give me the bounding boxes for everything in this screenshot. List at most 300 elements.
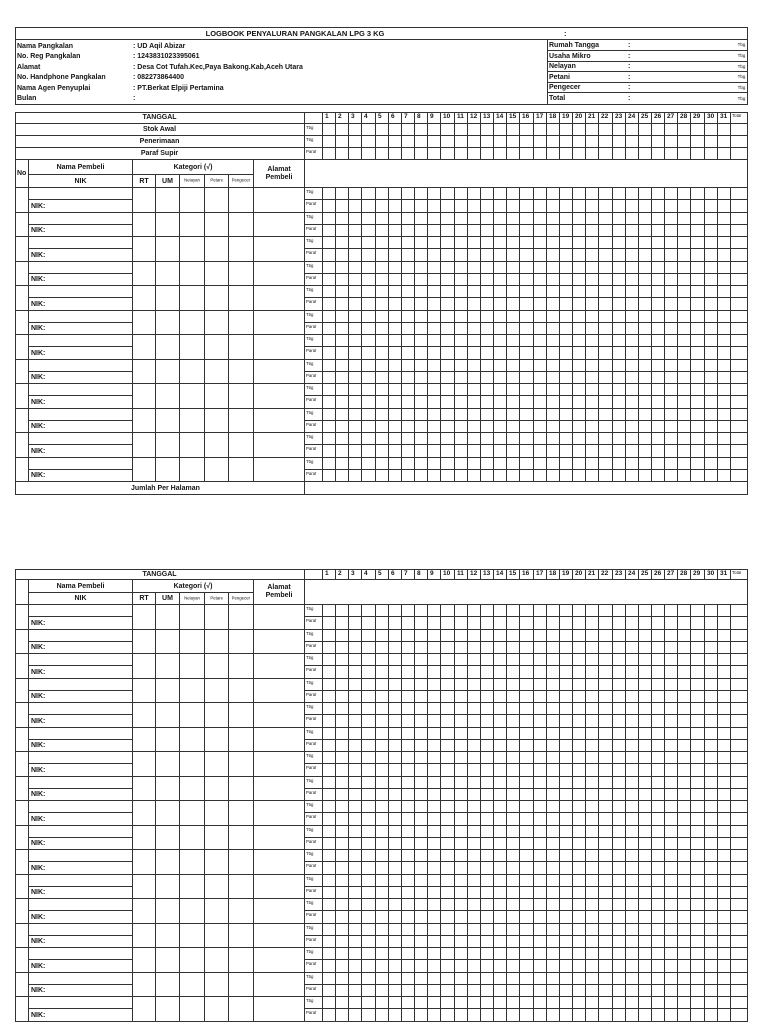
daily-qty-cell — [468, 262, 481, 274]
daily-paraf-cell — [362, 421, 376, 433]
daily-paraf-cell — [336, 372, 349, 384]
daily-qty-cell — [402, 973, 415, 985]
daily-qty-cell — [560, 777, 573, 789]
daily-paraf-cell — [520, 764, 534, 777]
daily-qty-cell — [613, 213, 626, 225]
daily-paraf-cell — [639, 838, 652, 850]
daily-qty-cell — [560, 679, 573, 691]
daily-paraf-cell — [639, 911, 652, 924]
category-um-header — [156, 175, 180, 188]
category-check-cell — [180, 899, 205, 924]
daily-paraf-cell — [349, 838, 362, 850]
category-check-cell — [156, 213, 180, 237]
daily-paraf-cell — [336, 715, 349, 728]
daily-paraf-cell — [626, 691, 639, 703]
daily-paraf-cell — [691, 249, 705, 262]
nik-header-label: NIK — [74, 177, 87, 185]
daily-qty-cell — [323, 605, 336, 617]
daily-paraf-cell — [455, 691, 468, 703]
nik-label: NIK: — [31, 202, 46, 210]
daily-paraf-cell — [428, 200, 441, 213]
daily-paraf-cell — [349, 298, 362, 311]
day-header-cell — [665, 112, 678, 124]
row-total-cell — [731, 838, 748, 850]
daily-paraf-cell — [652, 960, 665, 973]
unit-paraf-label: Paraf — [306, 619, 317, 624]
daily-qty-cell — [547, 752, 560, 764]
daily-qty-cell — [665, 924, 678, 936]
daily-qty-cell — [639, 360, 652, 372]
daily-qty-cell — [507, 360, 520, 372]
buyer-address-cell — [254, 384, 305, 409]
stock-day-cell — [415, 136, 428, 148]
daily-qty-cell — [441, 630, 455, 642]
daily-qty-cell — [349, 433, 362, 445]
daily-paraf-cell — [691, 715, 705, 728]
daily-qty-cell — [599, 188, 613, 200]
stock-day-cell — [718, 136, 731, 148]
day-header-cell — [323, 112, 336, 124]
daily-qty-cell — [455, 654, 468, 666]
daily-qty-cell — [613, 973, 626, 985]
daily-qty-cell — [534, 850, 547, 862]
daily-paraf-cell — [362, 911, 376, 924]
daily-paraf-cell — [718, 347, 731, 360]
daily-paraf-cell — [665, 225, 678, 237]
row-total-cell — [731, 973, 748, 985]
daily-qty-cell — [586, 213, 599, 225]
nik-label: NIK: — [31, 889, 46, 896]
daily-paraf-cell — [402, 740, 415, 752]
daily-qty-cell — [705, 262, 718, 274]
day-header-cell — [415, 569, 428, 580]
daily-paraf-cell — [534, 617, 547, 630]
daily-paraf-cell — [573, 740, 586, 752]
unit-label-cell — [305, 421, 323, 433]
category-check-cell — [133, 188, 156, 213]
daily-paraf-cell — [560, 813, 573, 826]
daily-qty-cell — [534, 409, 547, 421]
daily-qty-cell — [468, 409, 481, 421]
stock-day-cell — [586, 136, 599, 148]
daily-qty-cell — [323, 973, 336, 985]
category-check-cell — [133, 213, 156, 237]
daily-qty-cell — [362, 973, 376, 985]
row-total-cell — [731, 899, 748, 911]
category-check-cell — [229, 433, 254, 458]
daily-paraf-cell — [441, 445, 455, 458]
daily-qty-cell — [718, 826, 731, 838]
daily-paraf-cell — [613, 298, 626, 311]
daily-paraf-cell — [336, 225, 349, 237]
stock-day-cell — [376, 124, 389, 136]
daily-qty-cell — [376, 924, 389, 936]
buyer-nik-cell — [29, 838, 133, 850]
daily-qty-cell — [507, 728, 520, 740]
daily-paraf-cell — [323, 225, 336, 237]
daily-qty-cell — [705, 997, 718, 1009]
daily-paraf-cell — [376, 323, 389, 335]
daily-qty-cell — [349, 384, 362, 396]
daily-qty-cell — [652, 997, 665, 1009]
daily-qty-cell — [639, 973, 652, 985]
category-check-cell — [156, 826, 180, 850]
nik-label: NIK: — [31, 840, 46, 847]
unit-label-cell — [305, 237, 323, 249]
stock-day-cell — [665, 136, 678, 148]
daily-qty-cell — [705, 384, 718, 396]
nik-label: NIK: — [31, 251, 46, 259]
day-header-cell — [678, 569, 691, 580]
daily-qty-cell — [323, 752, 336, 764]
day-number: 1 — [325, 569, 329, 577]
daily-paraf-cell — [481, 887, 494, 899]
kategori-label: Kategori (√) — [173, 582, 213, 590]
info-value: : 082273864400 — [133, 74, 184, 81]
daily-qty-cell — [362, 850, 376, 862]
row-total-cell — [731, 691, 748, 703]
daily-paraf-cell — [665, 764, 678, 777]
unit-label-cell — [305, 850, 323, 862]
daily-paraf-cell — [441, 421, 455, 433]
daily-qty-cell — [665, 213, 678, 225]
daily-qty-cell — [520, 384, 534, 396]
stock-day-cell — [573, 136, 586, 148]
daily-paraf-cell — [455, 274, 468, 286]
unit-tbg-label: Tbg — [306, 362, 314, 367]
daily-qty-cell — [586, 384, 599, 396]
daily-qty-cell — [481, 409, 494, 421]
daily-paraf-cell — [678, 249, 691, 262]
unit-paraf-label: Paraf — [306, 938, 317, 943]
daily-paraf-cell — [560, 960, 573, 973]
daily-qty-cell — [323, 679, 336, 691]
day-header-cell — [507, 569, 520, 580]
daily-paraf-cell — [573, 274, 586, 286]
nik-label: NIK: — [31, 300, 46, 308]
daily-paraf-cell — [441, 887, 455, 899]
daily-qty-cell — [494, 360, 507, 372]
daily-paraf-cell — [560, 740, 573, 752]
daily-qty-cell — [705, 458, 718, 470]
daily-qty-cell — [586, 654, 599, 666]
daily-qty-cell — [507, 752, 520, 764]
daily-qty-cell — [599, 924, 613, 936]
info-row-alamat — [17, 62, 542, 72]
daily-paraf-cell — [507, 740, 520, 752]
daily-paraf-cell — [507, 960, 520, 973]
buyer-name-cell — [29, 679, 133, 691]
daily-paraf-cell — [402, 225, 415, 237]
category-check-cell — [156, 948, 180, 973]
daily-qty-cell — [520, 237, 534, 249]
row-total-cell — [731, 470, 748, 482]
daily-qty-cell — [376, 777, 389, 789]
daily-paraf-cell — [705, 838, 718, 850]
daily-paraf-cell — [520, 200, 534, 213]
daily-qty-cell — [389, 630, 402, 642]
day-number: 13 — [483, 113, 491, 121]
daily-paraf-cell — [402, 862, 415, 875]
daily-qty-cell — [362, 654, 376, 666]
daily-qty-cell — [573, 335, 586, 347]
daily-paraf-cell — [323, 274, 336, 286]
category-check-cell — [205, 826, 229, 850]
daily-qty-cell — [468, 924, 481, 936]
daily-paraf-cell — [507, 274, 520, 286]
daily-qty-cell — [613, 630, 626, 642]
daily-qty-cell — [349, 801, 362, 813]
row-total-cell — [731, 924, 748, 936]
category-check-cell — [133, 360, 156, 384]
day-number: 25 — [641, 113, 649, 121]
daily-qty-cell — [415, 409, 428, 421]
daily-paraf-cell — [599, 347, 613, 360]
buyer-address-cell — [254, 654, 305, 679]
daily-qty-cell — [599, 360, 613, 372]
stock-day-cell — [691, 136, 705, 148]
daily-paraf-cell — [613, 200, 626, 213]
daily-paraf-cell — [415, 838, 428, 850]
category-check-cell — [229, 654, 254, 679]
buyer-address-cell — [254, 458, 305, 482]
daily-qty-cell — [573, 213, 586, 225]
daily-qty-cell — [441, 801, 455, 813]
daily-paraf-cell — [481, 764, 494, 777]
daily-qty-cell — [402, 826, 415, 838]
daily-paraf-cell — [468, 1009, 481, 1022]
daily-qty-cell — [376, 335, 389, 347]
daily-qty-cell — [691, 286, 705, 298]
category-check-cell — [205, 948, 229, 973]
daily-paraf-cell — [428, 740, 441, 752]
daily-qty-cell — [586, 433, 599, 445]
daily-qty-cell — [323, 311, 336, 323]
daily-qty-cell — [718, 237, 731, 249]
daily-paraf-cell — [520, 862, 534, 875]
daily-qty-cell — [481, 899, 494, 911]
unit-paraf-label: Paraf — [306, 742, 317, 747]
stock-day-cell — [481, 136, 494, 148]
unit-label-cell — [305, 654, 323, 666]
daily-paraf-cell — [718, 715, 731, 728]
daily-paraf-cell — [573, 691, 586, 703]
daily-paraf-cell — [547, 225, 560, 237]
daily-qty-cell — [547, 728, 560, 740]
daily-paraf-cell — [455, 960, 468, 973]
daily-qty-cell — [626, 801, 639, 813]
row-total-cell — [731, 298, 748, 311]
buyer-address-cell — [254, 605, 305, 630]
daily-qty-cell — [376, 801, 389, 813]
daily-qty-cell — [415, 899, 428, 911]
daily-qty-cell — [639, 237, 652, 249]
daily-qty-cell — [718, 875, 731, 887]
category-label: Pengecer — [231, 178, 251, 184]
daily-qty-cell — [362, 703, 376, 715]
daily-paraf-cell — [428, 323, 441, 335]
category-check-cell — [205, 630, 229, 654]
daily-paraf-cell — [560, 200, 573, 213]
category-check-cell — [205, 973, 229, 997]
daily-paraf-cell — [613, 666, 626, 679]
daily-paraf-cell — [481, 347, 494, 360]
daily-paraf-cell — [613, 249, 626, 262]
daily-paraf-cell — [415, 200, 428, 213]
daily-paraf-cell — [441, 470, 455, 482]
daily-qty-cell — [468, 335, 481, 347]
daily-paraf-cell — [362, 396, 376, 409]
daily-paraf-cell — [362, 838, 376, 850]
category-check-cell — [229, 973, 254, 997]
daily-paraf-cell — [652, 470, 665, 482]
category-check-cell — [133, 826, 156, 850]
daily-paraf-cell — [494, 764, 507, 777]
daily-paraf-cell — [560, 936, 573, 948]
row-no-cell — [15, 335, 29, 360]
daily-qty-cell — [665, 630, 678, 642]
daily-qty-cell — [705, 188, 718, 200]
daily-paraf-cell — [481, 445, 494, 458]
daily-paraf-cell — [626, 936, 639, 948]
daily-qty-cell — [362, 360, 376, 372]
daily-paraf-cell — [599, 764, 613, 777]
daily-paraf-cell — [665, 617, 678, 630]
daily-paraf-cell — [586, 298, 599, 311]
daily-paraf-cell — [678, 764, 691, 777]
stock-day-cell — [547, 136, 560, 148]
row-total-cell — [731, 715, 748, 728]
daily-qty-cell — [415, 433, 428, 445]
daily-qty-cell — [520, 262, 534, 274]
daily-qty-cell — [573, 679, 586, 691]
buyer-address-cell — [254, 875, 305, 899]
daily-qty-cell — [599, 605, 613, 617]
daily-qty-cell — [481, 237, 494, 249]
daily-paraf-cell — [362, 936, 376, 948]
nik-label: NIK: — [31, 1011, 46, 1019]
daily-qty-cell — [507, 679, 520, 691]
daily-paraf-cell — [349, 715, 362, 728]
daily-qty-cell — [336, 899, 349, 911]
daily-paraf-cell — [323, 421, 336, 433]
kategori-label: Kategori (√) — [173, 163, 213, 171]
unit-tbg-label: Tbg — [306, 288, 314, 293]
summary-label: Rumah Tangga — [549, 41, 600, 49]
daily-qty-cell — [415, 973, 428, 985]
daily-paraf-cell — [613, 396, 626, 409]
stock-day-cell — [678, 124, 691, 136]
tanggal-label-cell — [15, 569, 305, 580]
daily-qty-cell — [494, 850, 507, 862]
daily-qty-cell — [573, 605, 586, 617]
row-total-cell — [731, 777, 748, 789]
daily-paraf-cell — [613, 911, 626, 924]
daily-qty-cell — [389, 360, 402, 372]
stock-day-cell — [494, 124, 507, 136]
daily-paraf-cell — [428, 838, 441, 850]
unit-label-cell — [305, 323, 323, 335]
daily-qty-cell — [560, 605, 573, 617]
daily-qty-cell — [468, 997, 481, 1009]
daily-qty-cell — [718, 433, 731, 445]
daily-paraf-cell — [665, 396, 678, 409]
buyer-nik-cell — [29, 396, 133, 409]
daily-paraf-cell — [376, 396, 389, 409]
daily-paraf-cell — [534, 372, 547, 384]
nik-label: NIK: — [31, 423, 46, 430]
daily-paraf-cell — [494, 200, 507, 213]
daily-paraf-cell — [441, 396, 455, 409]
daily-paraf-cell — [652, 764, 665, 777]
daily-paraf-cell — [586, 617, 599, 630]
daily-qty-cell — [652, 458, 665, 470]
unit-label-cell — [305, 124, 323, 136]
day-header-cell — [547, 112, 560, 124]
daily-qty-cell — [389, 237, 402, 249]
daily-qty-cell — [705, 948, 718, 960]
summary-unit: Tbg — [737, 53, 745, 59]
daily-paraf-cell — [652, 347, 665, 360]
unit-label-cell — [305, 936, 323, 948]
daily-qty-cell — [665, 997, 678, 1009]
daily-paraf-cell — [691, 764, 705, 777]
day-number: 24 — [628, 569, 636, 577]
daily-paraf-cell — [665, 911, 678, 924]
daily-paraf-cell — [441, 740, 455, 752]
day-number: 19 — [562, 113, 570, 121]
daily-paraf-cell — [428, 470, 441, 482]
daily-qty-cell — [336, 262, 349, 274]
day-header-cell — [441, 112, 455, 124]
daily-paraf-cell — [665, 274, 678, 286]
daily-qty-cell — [455, 728, 468, 740]
daily-qty-cell — [428, 899, 441, 911]
daily-paraf-cell — [534, 911, 547, 924]
unit-paraf-label: Paraf — [306, 472, 317, 477]
daily-paraf-cell — [613, 813, 626, 826]
daily-paraf-cell — [428, 372, 441, 384]
daily-paraf-cell — [468, 323, 481, 335]
category-check-cell — [205, 850, 229, 875]
category-check-cell — [205, 605, 229, 630]
daily-qty-cell — [468, 433, 481, 445]
daily-qty-cell — [534, 801, 547, 813]
daily-qty-cell — [560, 973, 573, 985]
daily-paraf-cell — [573, 862, 586, 875]
daily-qty-cell — [362, 875, 376, 887]
daily-qty-cell — [705, 213, 718, 225]
category-check-cell — [229, 213, 254, 237]
daily-qty-cell — [362, 458, 376, 470]
daily-qty-cell — [415, 458, 428, 470]
daily-paraf-cell — [362, 666, 376, 679]
daily-qty-cell — [441, 948, 455, 960]
daily-qty-cell — [639, 335, 652, 347]
buyer-name-cell — [29, 237, 133, 249]
category-check-cell — [229, 237, 254, 262]
daily-paraf-cell — [639, 396, 652, 409]
daily-paraf-cell — [599, 936, 613, 948]
daily-qty-cell — [652, 433, 665, 445]
daily-paraf-cell — [494, 470, 507, 482]
daily-paraf-cell — [586, 740, 599, 752]
day-header-cell — [560, 569, 573, 580]
daily-qty-cell — [468, 311, 481, 323]
daily-paraf-cell — [718, 470, 731, 482]
day-header-cell — [362, 112, 376, 124]
daily-qty-cell — [586, 924, 599, 936]
